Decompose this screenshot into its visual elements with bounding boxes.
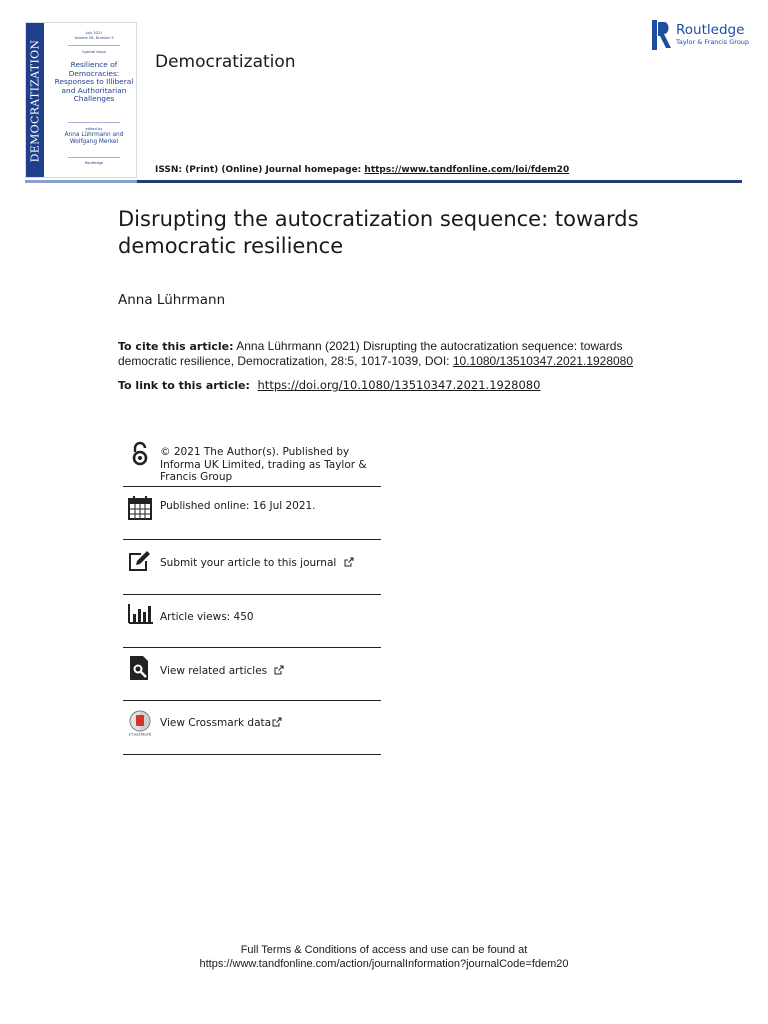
published-online-text: Published online: 16 Jul 2021. — [160, 500, 316, 512]
external-link-icon — [274, 665, 284, 675]
cover-special-issue-title: Resilience of Democracies: Responses to Illiberal and Authoritarian Challenges — [54, 60, 134, 104]
header-rule-left — [25, 180, 137, 183]
edit-icon — [127, 549, 153, 575]
cover-edited-by: edited by — [85, 127, 103, 131]
related-articles-text: View related articles — [160, 665, 268, 677]
journal-name: Democratization — [155, 52, 296, 72]
submit-article-row[interactable] — [123, 540, 381, 595]
header-rule — [137, 180, 742, 183]
citation-text: Anna Lührmann (2021) Disrupting the autocratization sequence: towards democratic resilience, Democratization, 28:5, 1017-1039, DOI: — [118, 339, 623, 368]
cover-divider — [68, 122, 120, 123]
license-text: © 2021 The Author(s). Published by Informa UK Limited, trading as Taylor & Francis Group — [160, 446, 367, 483]
article-title: Disrupting the autocratization sequence: towards democratic resilience — [118, 207, 639, 258]
issn-line — [155, 165, 569, 175]
submit-article-text: Submit your article to this journal — [160, 557, 337, 569]
citation-doi-link[interactable]: 10.1080/13510347.2021.1928080 — [452, 354, 634, 368]
cover-publisher: Routledge — [84, 161, 104, 165]
article-link-block — [118, 378, 540, 392]
article-views-row — [123, 595, 381, 648]
related-articles-link[interactable] — [160, 665, 382, 678]
related-articles-row[interactable] — [123, 648, 381, 701]
cover-spine-title: DEMOCRATIZATION — [28, 39, 42, 163]
external-link-icon — [272, 717, 282, 727]
cover-issue-info — [56, 31, 132, 41]
publisher-name: Routledge — [676, 22, 745, 38]
terms-url[interactable]: https://www.tandfonline.com/action/journalInformation?journalCode=fdem20 — [199, 958, 569, 970]
crossmark-link[interactable] — [160, 717, 382, 730]
cover-editor-names: Anna Lührmann and Wolfgang Merkel — [64, 132, 124, 145]
article-doi-url[interactable]: https://doi.org/10.1080/13510347.2021.1928080 — [257, 378, 541, 392]
submit-article-link[interactable] — [160, 557, 382, 570]
cover-editors — [54, 127, 134, 146]
citation-block — [118, 339, 678, 369]
crossmark-text: View Crossmark data — [160, 717, 272, 729]
publisher-group: Taylor & Francis Group — [676, 38, 750, 46]
article-views-text: Article views: 450 — [160, 611, 254, 623]
article-author: Anna Lührmann — [118, 292, 226, 308]
journal-homepage-link[interactable]: https://www.tandfonline.com/loi/fdem20 — [364, 165, 570, 175]
published-online-row — [123, 487, 381, 540]
cover-divider — [68, 157, 120, 158]
crossmark-row[interactable] — [123, 701, 381, 755]
journal-cover-thumbnail[interactable] — [25, 22, 137, 178]
article-info-list — [123, 437, 381, 755]
cover-special-issue-label: Special Issue — [82, 50, 106, 54]
article-link-label: To link to this article: — [118, 379, 250, 392]
crossmark-badge-text: CrossMark — [128, 731, 152, 736]
routledge-r-icon — [652, 20, 672, 50]
terms-text: Full Terms & Conditions of access and use can be found at — [240, 944, 528, 956]
cover-spine — [26, 23, 44, 177]
issn-text: ISSN: (Print) (Online) Journal homepage: — [155, 165, 362, 175]
calendar-icon — [127, 495, 153, 521]
cover-issue-volume: Volume 28, Number 5 — [74, 36, 114, 40]
terms-footer — [0, 943, 768, 971]
routledge-logo[interactable] — [652, 20, 748, 50]
crossmark-icon — [127, 710, 153, 736]
citation-label: To cite this article: — [118, 340, 234, 353]
open-access-icon — [127, 440, 153, 466]
cover-divider — [68, 45, 120, 46]
cover-issue-date: July 2021 — [85, 31, 103, 35]
bar-chart-icon — [127, 601, 153, 627]
search-document-icon — [127, 655, 153, 681]
open-access-row — [123, 437, 381, 487]
external-link-icon — [344, 557, 354, 567]
